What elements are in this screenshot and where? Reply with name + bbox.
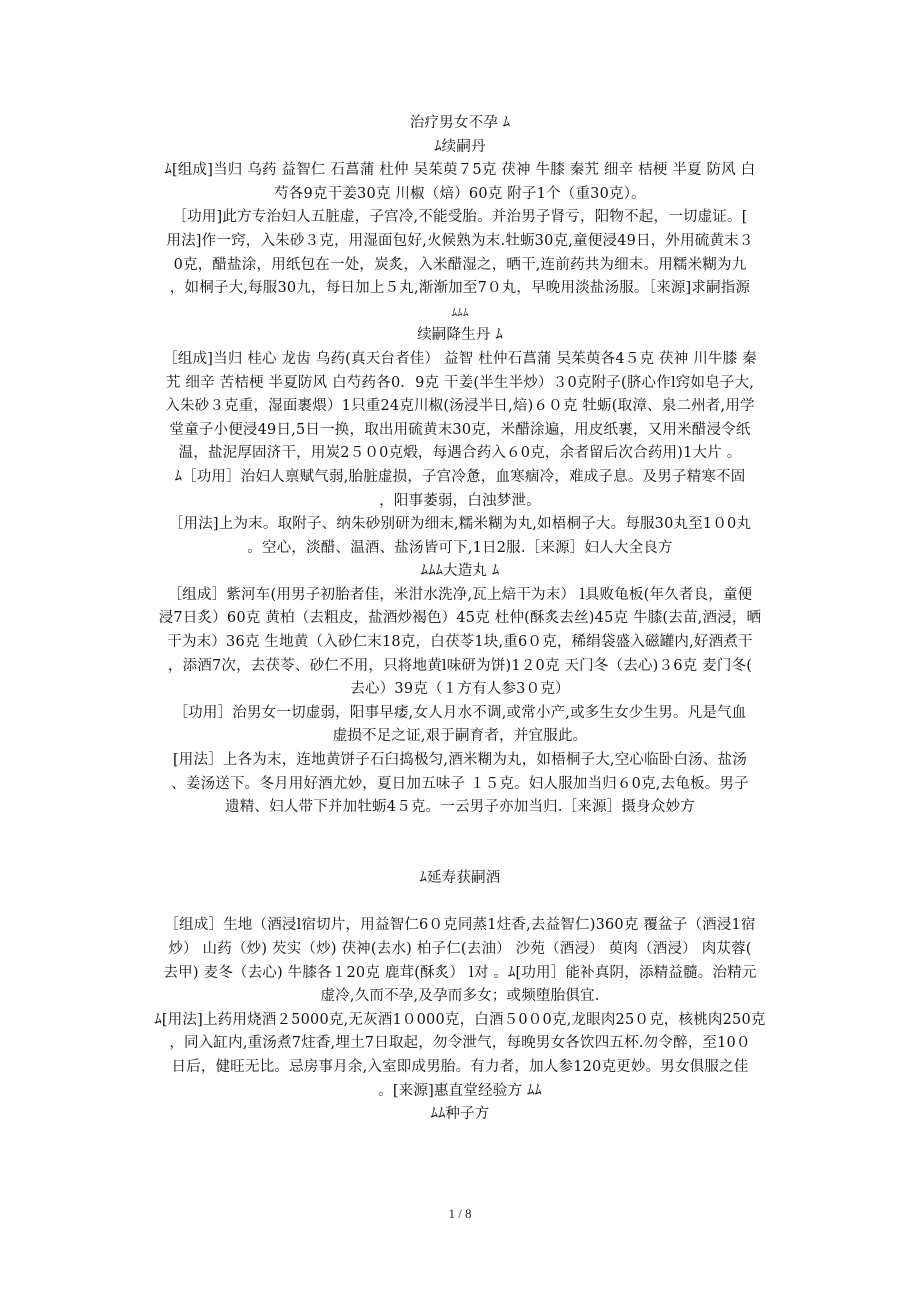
text-line: ﾑ[组成]当归 乌药 益智仁 石菖蒲 杜仲 吴茱萸７5克 茯神 牛膝 秦艽 细辛 桔梗 半夏 防风 白 <box>164 162 756 179</box>
section-heading: 续嗣降生丹 ﾑ <box>417 327 503 344</box>
text-line: 去甲) 麦冬（去心) 牛膝各１20克 鹿茸(酥炙） l对 。ﾑ[功用］能补真阴，添精益髓。治精元 <box>163 964 757 981</box>
text-line: 虚损不足之证,艰于嗣育者，并宜服此。 <box>332 728 588 745</box>
text-line: 堂童子小便浸49日,5日一换，取出用硫黄末30克，米醋涂遍，用皮纸裹，又用米醋浸令纸 <box>169 421 751 438</box>
text-line: ［用法]上为末。取附子、纳朱砂别研为细末,糯米糊为丸,如梧桐子大。每服30丸至1０0丸 <box>168 516 752 533</box>
text-line: 入朱砂３克重，湿面裹煨）1只重24克川椒(汤浸半日,焙)６０克 牡蛎(取漳、泉二州者,用学 <box>165 398 755 415</box>
decor-mark: ﾑﾑﾑ <box>451 305 469 319</box>
text-line: 用法]作一窍，入朱砂３克，用湿面包好,火候熟为末.牡蛎30克,童便浸49日，外用硫黄末３ <box>166 232 754 249</box>
text-line: ［功用］治男女一切虚弱，阳事早痿,女人月水不调,或常小产,或多生女少生男。凡是气血 <box>173 704 747 721</box>
text-line: ，同入缸内,重汤煮7炷香,埋土7日取起，勿令泄气，每晚男女各饮四五杯.勿令醉，至10０ <box>169 1035 751 1052</box>
text-line: 芍各9克干姜30克 川椒（焙）60克 附子1个（重30克）。 <box>274 185 646 202</box>
text-line: 日后，健旺无比。忌房事月余,入室即成男胎。有力者，加人参120克更妙。男女俱服之佳 <box>171 1058 749 1075</box>
text-line: 浸7日炙）60克 黄柏（去粗皮，盐酒炒褐色）45克 杜仲(酥炙去丝)45克 牛膝(去苗,酒浸，晒 <box>158 610 762 627</box>
text-line: [用法］上各为末，连地黄饼子石臼捣极匀,酒米糊为丸，如梧桐子大,空心临卧白汤、盐汤 <box>172 752 748 769</box>
text-line: 温，盐泥厚固济干，用炭2５０0克煅，每遇合药入６0克，余者留后次合药用)1大片 。 <box>178 445 742 462</box>
section-heading: ﾑﾑﾑ大造丸 ﾑ <box>420 563 500 580</box>
section-heading: ﾑ续嗣丹 <box>434 138 486 155</box>
text-line: 艽 细辛 苦桔梗 半夏防风 白芍药各0．9克 干姜(半生半炒）３0克附子(脐心作l窍如皂子大, <box>165 374 755 391</box>
text-line: 。[来源]惠直堂经验方 ﾑﾑ <box>378 1082 542 1099</box>
text-line: 干为末）36克 生地黄（入砂仁末18克，白茯苓1块,重6０克，稀绢袋盛入磁罐内,好酒煮干 <box>167 634 753 651</box>
text-line: 遗精、妇人带下并加牡蛎4５克。一云男子亦加当归.［来源］摄身众妙方 <box>225 799 695 816</box>
section-heading: ﾑﾑ种子方 <box>430 1106 490 1123</box>
document-body <box>140 112 780 1127</box>
doc-title: 治疗男女不孕 ﾑ <box>409 115 511 131</box>
text-line: ，如桐子大,每服30九，每日加上５丸,渐渐加至7０丸，早晚用淡盐汤服。［来源]求嗣指源 <box>169 280 751 297</box>
spacer <box>140 890 780 914</box>
section-heading: ﾑ延寿获嗣酒 <box>419 869 501 886</box>
text-line: ［组成]当归 桂心 龙齿 乌药(真天台者佳） 益智 杜仲石菖蒲 吴茱萸各4５克 茯神 川牛膝 秦 <box>163 350 757 367</box>
text-line: ﾑ［功用］治妇人禀赋气弱,胎脏虚损，子宫冷惫，血寒痼冷，难成子息。及男子精寒不固 <box>174 468 746 485</box>
text-line: ［组成］紫河车(用男子初胎者佳，米泔水洗净,瓦上焙干为末） l具败龟板(年久者良，童便 <box>167 586 753 603</box>
text-line: ［组成］生地（酒浸l宿切片，用益智仁6０克同蒸1炷香,去益智仁)360克 覆盆子（酒浸1宿 <box>164 917 756 934</box>
text-line: ﾑ[用法]上药用烧酒２5000克,无灰酒1０000克，白酒５0０0克,龙眼肉25０克，核桃肉250克 <box>154 1011 766 1028</box>
text-line: 0克，醋盐涂，用纸包在一处，炭炙，入米醋湿之，晒干,连前药共为细末。用糯米糊为九 <box>173 256 747 273</box>
text-line: 虚冷,久而不孕,及孕而多女；或频堕胎俱宜. <box>320 988 600 1005</box>
spacer <box>140 820 780 867</box>
text-line: 炒） 山药（炒) 芡实（炒) 茯神(去水) 柏子仁(去油） 沙苑（酒浸） 萸肉（酒浸） 肉苁蓉( <box>168 941 752 957</box>
text-line: ，添酒7次，去茯苓、砂仁不用，只将地黄l味研为饼)1２0克 天门冬（去心)３6克 麦门冬( <box>167 657 753 674</box>
text-line: 、姜汤送下。冬月用好酒尤妙，夏日加五味子 １５克。妇人服加当归６0克,去龟板。男子 <box>171 775 749 792</box>
text-line: ，阳事萎弱，白浊梦泄。 <box>379 492 541 509</box>
page-number: 1 / 8 <box>448 1206 472 1221</box>
text-line: 去心）39克（１方有人参3０克） <box>350 681 570 698</box>
text-line: 。空心，淡醋、温酒、盐汤皆可下,1日2服.［来源］妇人大全良方 <box>247 539 673 556</box>
text-line: ［功用]此方专治妇人五脏虚，子宫冷,不能受胎。并治男子肾亏，阳物不起，一切虚证。[ <box>172 209 748 226</box>
